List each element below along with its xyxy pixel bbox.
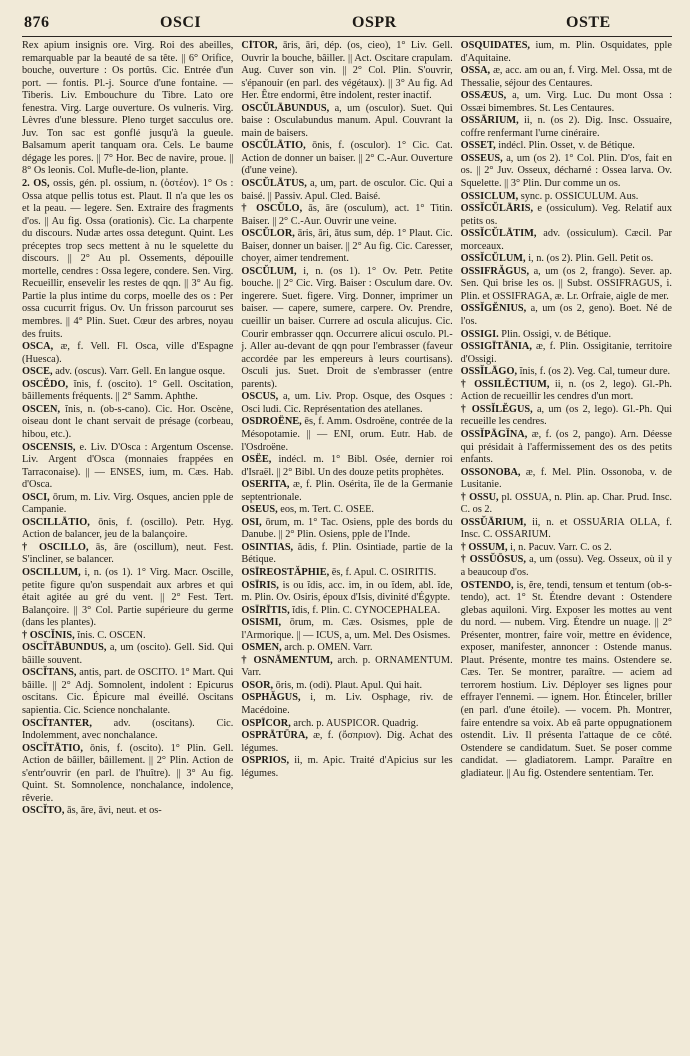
entry-definition: æ, f. (ὄσπριον). Dig. Achat des légumes. [241,730,453,754]
entry-definition: a, um (osculor). Suet. Qui baise : Osculabundus manum. Apul. Couvrant la main de baisers. [241,102,453,139]
dictionary-entry [22,567,233,630]
entry-headword: OSCE, [22,366,53,378]
entry-definition: indécl. m. 1° Bibl. Osée, dernier roi d'Israël. || 2° Bibl. Un des douze petits prophètes. [241,454,453,478]
dictionary-entry [461,429,672,467]
dictionary-entry [22,718,233,743]
dictionary-entry [22,404,233,442]
dictionary-entry [461,266,672,304]
entry-definition: arch. p. OMEN. Varr. [284,642,373,654]
dictionary-entry [461,115,672,140]
dictionary-entry [241,40,452,103]
dictionary-entry [241,504,452,517]
entry-definition: a, um (os 2, frango). Sever. ap. Sen. Qui brise les os. || Subst. OSSIFRAGUS, i. Plin. et OSSIFRAGA, æ. Lr. Orfraie, aigle de mer. [460,265,672,302]
entry-definition: arch. p. AUSPICOR. Quadrig. [293,717,419,729]
dictionary-entry [22,667,233,717]
dictionary-entry [461,404,672,429]
entry-definition: ĭnis, f. (oscito). 1° Gell. Oscitation, bâillements fréquents. || 2° Samm. Aphthe. [22,378,234,403]
dictionary-entry [241,391,452,416]
column-middle [241,40,452,1050]
entry-headword: OSDROËNE, [241,416,302,428]
entry-definition: ās, āre, āvi, neut. et os- [67,805,162,817]
entry-definition: ĭnis, f. (os 2). Veg. Cal, tumeur dure. [519,366,671,378]
entry-headword: † OSSILĔCTIUM, [460,378,550,390]
entry-definition: a, um, part. de osculor. Cic. Qui a baisé. || Passiv. Apul. Cled. Baisé. [241,178,453,202]
entry-definition: āris, āri, ātus sum, dép. 1° Plaut. Cic. Baiser, donner un baiser. || 2° Au fig. Cic. Caresser, choyer, aimer tendrement. [241,228,453,265]
dictionary-entry [241,680,452,693]
dictionary-entry [241,103,452,141]
entry-headword: OSCŬLĀTUS, [241,178,307,190]
entry-headword: OSCŬLUM, [241,265,297,277]
entry-definition: ii, n. et OSSUĀRIA OLLA, f. Insc. C. OSSARIUM. [460,516,672,541]
entry-definition: i, n. Pacuv. Varr. C. os 2. [510,541,612,553]
dictionary-entry [22,178,233,341]
dictionary-entry [461,580,672,781]
entry-definition: a, um (ossu). Veg. Osseux, où il y a beaucoup d'os. [460,554,672,578]
entry-headword: OSĪRIS, [241,579,279,591]
entry-definition: ossis, gén. pl. ossium, n. (ὀστέον). 1° Os : Ossa atque pellis totus est. Plaut. Il n'a que les os et la peau. — legere. Sen. Extraire des fragments d'os. || Au fig. Ossa (orationis). Cic. La charpente du discours. Nudæ artes ossa detegunt. Quint. Les préceptes trop secs mettent à nu le squelette du discours. || 2° Au pl. Ossements, dépouille mortelle, cendres : Ossa legere, condere. Sen. Virg. Recueillir, ensevelir les restes de qqn. || 3° Au fig. Partie la plus intime du corps, moelle des os : Per ossa cucurrit frigus. Ov. Un frisson parcourut ses membres. || 4° Plin. Suet. Cœur des arbres, noyau des fruits. [22,178,234,340]
entry-headword: OSCI, [22,491,50,503]
entry-headword: OSSĬCŬLĀTIM, [460,228,537,240]
entry-definition: adv. (oscus). Varr. Gell. En langue osque. [55,366,226,378]
entry-definition: a, um. Liv. Prop. Osque, des Osques : Osci ludi. Cic. Représentation des atellanes. [241,391,453,415]
dictionary-entry [241,718,452,731]
entry-definition: ōrum, m. Liv. Virg. Osques, ancien pple de Campanie. [22,491,234,516]
column-right [461,40,672,1050]
entry-definition: æ, f. Vell. Fl. Osca, ville d'Espagne (Huesca). [22,341,234,365]
dictionary-entry [461,303,672,328]
page-number: 876 [24,14,50,31]
entry-definition: æ, f. Mel. Plin. Ossonoba, v. de Lusitanie. [460,466,672,491]
dictionary-entry [241,203,452,228]
entry-headword: OSCILLUM, [22,566,81,578]
entry-definition: a, um (os 2). 1° Col. Plin. D'os, fait en os. || 2° Juv. Osseux, décharné : Ossea larva. Ov. Squelette. || 3° Plin. Dur comme un os. [460,152,672,190]
dictionary-entry [461,329,672,342]
entry-headword: OSCŬLĀBUNDUS, [241,102,330,114]
entry-definition: a, um (os 2, geno). Boet. Né de l'os. [460,303,672,328]
dictionary-entry [461,90,672,115]
dictionary-entry [22,442,233,492]
entry-definition: eos, m. Tert. C. OSEE. [280,504,375,516]
entry-headword: OSCUS, [241,391,279,403]
entry-headword: OSISMI, [241,617,282,629]
entry-headword: OSSIFRĂGUS, [460,265,530,277]
dictionary-entry [241,479,452,504]
entry-headword: OSSONOBA, [460,466,521,478]
entry-definition: a, um. Virg. Luc. Du mont Ossa : Ossæi bimembres. St. Les Centaures. [460,90,672,114]
running-header [22,14,672,37]
entry-headword: OSSEUS, [460,152,503,164]
text-columns [22,40,672,1050]
entry-headword: † OSSU, [460,491,499,503]
entry-definition: sync. p. OSSICULUM. Aus. [520,190,639,202]
entry-headword: OSĪREOSTĂPHIE, [241,566,330,578]
dictionary-entry [22,542,233,567]
entry-headword: OSQUIDATES, [460,40,530,51]
dictionary-entry [461,492,672,517]
entry-headword: OSSIGI. [460,328,499,340]
entry-definition: ēs, f. Amm. Osdroëne, contrée de la Mésopotamie. || — ENI, orum. Eutr. Hab. de l'Osdroëne. [241,416,453,453]
dictionary-entry [22,805,233,818]
entry-definition: æ, f. (os 2, pango). Arn. Déesse qui présidait à l'affermissement des os des petits enfants. [460,428,672,466]
dictionary-entry [241,655,452,680]
entry-headword: OSPRIOS, [241,755,290,767]
entry-headword: OSCA, [22,341,54,353]
dictionary-entry [241,642,452,655]
entry-headword: OSTENDO, [460,579,514,591]
dictionary-entry [241,140,452,178]
entry-definition: pl. OSSUA, n. Plin. ap. Char. Prud. Insc. C. os 2. [460,491,672,516]
entry-definition: ōrum, m. 1° Tac. Osiens, pple des bords du Danube. || 2° Plin. Osiens, pple de l'Inde. [241,516,453,541]
dictionary-entry [241,755,452,780]
dictionary-entry [461,379,672,404]
dictionary-entry [461,191,672,204]
entry-definition: is, ĕre, tendi, tensum et tentum (ob-s-tendo), act. 1° St. Étendre devant : Ostendere glebas aquiloni. Virg. Exposer les mottes au vent du nord. — nubem. Virg. Étendre un nuage. || 2° Présenter, montrer, faire voir, mettre en évidence, exposer, manifester, annoncer : Ostende manus. Plaut. Présente, montre tes mains. Ostendere se. Cæs. Ter. Se montrer, paraître. — aciem ad terrorem hostium. Liv. Déployer ses lignes pour effrayer l'ennemi. — ignem. Hor. Étinceler, briller (en parl. d'une étoile). — vocem. Ph. Montrer, faire entendre sa voix. Ab eâ parte oppugnationem ostendit. Liv. Il présenta l'attaque de ce côté. Ostendere se candidatum. Suet. Se poser comme candidat. — gladiatorem. Lampr. Paraître en gladiateur. || Au fig. Ostendere sententiam. Ter. [460,579,672,779]
dictionary-entry [241,605,452,618]
entry-headword: OSI, [241,516,262,528]
entry-definition: ii, n. (os 2, lego). Gl.-Ph. Action de recueillir les cendres d'un mort. [460,378,672,403]
entry-headword: OSERITA, [241,479,290,491]
entry-definition: arch. p. ORNAMENTUM. Varr. [241,654,453,679]
dictionary-entry [22,492,233,517]
dictionary-entry [241,542,452,567]
entry-headword: OSSĀRIUM, [460,115,519,127]
dictionary-entry [241,517,452,542]
dictionary-entry [461,253,672,266]
entry-definition: ii, n. (os 2). Dig. Insc. Ossuaire, coffre renfermant l'urne cinéraire. [460,115,672,139]
entry-definition: antis, part. de OSCITO. 1° Mart. Qui bâille. || 2° Adj. Somnolent, indolent : Epicurus oscitans. Cic. Épicure mal éveillé. Oscitans sapientia. Cic. Science nonchalante. [22,667,234,716]
dictionary-entry [22,341,233,366]
entry-definition: æ, f. Plin. Ossigitanie, territoire d'Ossigi. [460,341,672,365]
entry-definition: indécl. Plin. Osset, v. de Bétique. [498,140,635,152]
dictionary-entry [461,467,672,492]
entry-definition: a, um (oscito). Gell. Sid. Qui bâille souvent. [22,642,234,666]
entry-definition: æ, acc. am ou an, f. Virg. Mel. Ossa, mt de Thessalie, séjour des Centaures. [460,65,672,89]
entry-headword: OSCEN, [22,403,61,415]
dictionary-entry [241,266,452,391]
entry-headword: OSEUS, [241,504,278,516]
entry-headword: † OSSUM, [460,541,508,553]
entry-headword: OSOR, [241,679,274,691]
entry-definition: ēs, f. Apul. C. OSIRITIS. [331,566,437,578]
dictionary-entry [241,454,452,479]
entry-headword: OSSĬCŬLUM, [460,253,526,265]
dictionary-entry [22,743,233,806]
dictionary-entry [241,178,452,203]
entry-headword: OSSA, [460,65,491,77]
entry-definition: adv. (oscitans). Cic. Indolemment, avec nonchalance. [22,717,234,742]
guide-word-center: OSPR [352,14,397,31]
entry-definition: ădis, f. Plin. Osintiade, partie de la Bétique. [241,541,453,566]
dictionary-entry [461,65,672,90]
dictionary-entry [22,379,233,404]
entry-headword: † OSSĬLĔGUS, [460,403,533,415]
dictionary-entry [461,517,672,542]
entry-headword: † OSNĀMENTUM, [241,654,333,666]
entry-headword: OSSĬCŬLĀRIS, [460,203,534,215]
dictionary-entry [241,567,452,580]
entry-definition: ium, m. Plin. Osquidates, pple d'Aquitaine. [460,40,672,64]
dictionary-entry [241,228,452,266]
entry-definition: is ou ĭdis, acc. im, in ou ĭdem, abl. ĭde, m. Plin. Ov. Osiris, époux d'Isis, divinité d'Égypte. [241,579,453,604]
dictionary-entry [22,642,233,667]
entry-headword: OSCĬTO, [22,805,65,817]
guide-word-right: OSTE [566,14,611,31]
entry-headword: OSSŬĀRIUM, [460,516,527,528]
dictionary-entry [461,140,672,153]
entry-definition: i, n. (os 1). 1° Ov. Petr. Petite bouche. || 2° Cic. Virg. Baiser : Osculum dare. Ov. ingerere. Suet. figere. Virg. Donner, imprimer un baiser. — capere, sumere, carpere. Ov. Prendre, cueillir un baiser. Currere ad oscula alicujus. Cic. Courir embrasser qqn. Occurrere alicui osculo. Pl.-j. Aller au-devant de qqn pour l'embrasser (faveur accordée par les empereurs à leurs courtisans). Osculi jus. Suet. Droit de s'embrasser (entre parents). [241,265,453,390]
dictionary-entry [461,341,672,366]
entry-headword: OSCŬLĀTIO, [241,140,306,152]
entry-definition: i, n. (os 2). Plin. Gell. Petit os. [528,253,654,265]
entry-headword: OSCĬTĀBUNDUS, [22,642,107,654]
entry-headword: OSMEN, [241,642,282,654]
entry-definition: e (ossiculum). Veg. Relatif aux petits os. [460,203,672,227]
entry-headword: † OSCŬLO, [241,203,303,215]
entry-headword: 2. OS, [22,178,50,190]
entry-headword: OSSĬGĔNIUS, [460,303,527,315]
dictionary-entry [461,366,672,379]
entry-headword: OSCĬTĀTIO, [22,742,83,754]
entry-definition: ii, m. Apic. Traité d'Apicius sur les légumes. [241,755,453,779]
dictionary-entry [241,416,452,454]
entry-headword: OSPRĀTŪRA, [241,730,308,742]
entry-definition: a, um (os 2, lego). Gl.-Ph. Qui recueille les cendres. [460,403,672,428]
dictionary-entry [241,580,452,605]
entry-headword: OSCĔDO, [22,378,69,390]
entry-headword: OSËE, [241,454,272,466]
entry-headword: OSSĬPĀGĬNA, [460,428,528,440]
dictionary-entry [461,542,672,555]
dictionary-entry [22,40,233,178]
entry-headword: OSSIGĪTĀNIA, [460,341,532,353]
entry-definition: Plin. Ossigi, v. de Bétique. [501,328,612,340]
entry-headword: OSINTIAS, [241,541,294,553]
entry-headword: † OSSŬŌSUS, [460,554,526,566]
entry-headword: CĬTOR, [241,40,278,51]
entry-definition: Rex apium insignis ore. Virg. Roi des abeilles, remarquable par la beauté de sa tête. || 6° Orifice, bouche, ouverture : Os portûs. Cic. Entrée d'un port. — fontis. Pl.-j. Source d'une fontaine. — Tiberis. Liv. Embouchure du Tibre. Lato ore fenestra. Virg. Large ouverture. Os vulneris. Virg. Lèvres d'une blessure. Pleno turget sacculus ore. Juv. Ton sac est gonflé jusqu'à la gueule. Balsamum aperit tanquam ora. Cels. Le baume dégage les pores. || 7° Hor. Bec de navire, proue. || 8° Os leonis. Col. Mufle-de-lion, plante. [22,40,234,177]
entry-definition: ōrum, m. Cæs. Osismes, pple de l'Armorique. || — ICUS, a, um. Mel. Des Osismes. [241,617,453,641]
entry-definition: ās, āre (osculum), act. 1° Titin. Baiser. || 2° C.-Aur. Ouvrir une veine. [241,203,453,227]
entry-definition: ōnis, f. (oscito). 1° Plin. Gell. Action de bâiller, bâillement. || 2° Plin. Action de s'entr'ouvrir (en parl. de l'huître). || 3° Au fig. Quint. St. Somnolence, nonchalance, indolence, rêverie. [22,742,234,804]
entry-headword: OSCILLĀTIO, [22,516,90,528]
entry-headword: OSCĬTANS, [22,667,77,679]
dictionary-entry [241,692,452,717]
entry-headword: OSPĪCOR, [241,717,291,729]
dictionary-entry [241,730,452,755]
dictionary-entry [461,203,672,228]
entry-definition: ĭnis. C. OSCEN. [77,629,146,641]
entry-definition: i, m. Liv. Osphage, riv. de Macédoine. [241,692,453,716]
entry-definition: ōnis, f. (osculor). 1° Cic. Cat. Action de donner un baiser. || 2° C.-Aur. Ouverture (d'une veine). [241,140,453,177]
entry-headword: † OSCĬNIS, [22,629,75,641]
entry-definition: i, n. (os 1). 1° Virg. Macr. Oscille, petite figure qu'on suspendait aux arbres et qui était agitée au gré du vent. || 2° Fest. Tert. Balançoire. || 3° Col. Partie supérieure du germe (dans les plantes). [22,566,234,629]
entry-headword: OSĪRĪTIS, [241,604,290,616]
entry-headword: OSSET, [460,140,496,152]
entry-headword: OSSÆUS, [460,90,507,102]
entry-definition: āris, āri, dép. (os, cieo), 1° Liv. Gell. Ouvrir la bouche, bâiller. || Act. Oscitare crapulam. Aug. Cuver son vin. || 2° Col. Plin. S'ouvrir, s'épanouir (en parl. des végétaux). || 3° Au fig. Ad Her. Être endormi, être indolent, rester inactif. [241,40,453,102]
entry-definition: ōris, m. (odi). Plaut. Apul. Qui hait. [275,679,423,691]
entry-headword: OSCĬTANTER, [22,717,92,729]
entry-definition: æ, f. Plin. Osérita, île de la Germanie septentrionale. [241,479,453,503]
entry-headword: † OSCILLO, [22,541,89,553]
entry-definition: adv. (ossiculum). Cæcil. Par morceaux. [460,228,672,252]
entry-headword: OSCENSIS, [22,441,76,453]
entry-definition: ōnis, f. (oscillo). Petr. Hyg. Action de balancer, jeu de la balançoire. [22,516,234,541]
entry-headword: OSCŬLOR, [241,228,295,240]
entry-headword: OSPHĂGUS, [241,692,301,704]
guide-word-left: OSCI [160,14,202,31]
dictionary-entry [241,617,452,642]
dictionary-entry [461,228,672,253]
dictionary-entry [22,366,233,379]
dictionary-entry [461,153,672,191]
entry-headword: OSSĬLĀGO, [460,366,518,378]
column-left [22,40,233,1050]
dictionary-entry [22,517,233,542]
dictionary-entry [461,554,672,579]
entry-definition: ĭnis, n. (ob-s-cano). Cic. Hor. Oscène, oiseau dont le chant servait de présage (corbeau, hibou, etc.). [22,403,234,440]
dictionary-entry [461,40,672,65]
entry-definition: ĭdis, f. Plin. C. CYNOCEPHALEA. [292,604,441,616]
entry-definition: e. Liv. D'Osca : Argentum Oscense. Liv. Argent d'Osca (monnaies frappées en Tarraconaise). || — ENSES, ium, m. Cæs. Hab. d'Osca. [22,441,234,491]
entry-definition: ās, āre (oscillum), neut. Fest. S'incliner, se balancer. [22,541,234,566]
entry-headword: OSSICLUM, [460,190,519,202]
dictionary-entry [22,630,233,643]
